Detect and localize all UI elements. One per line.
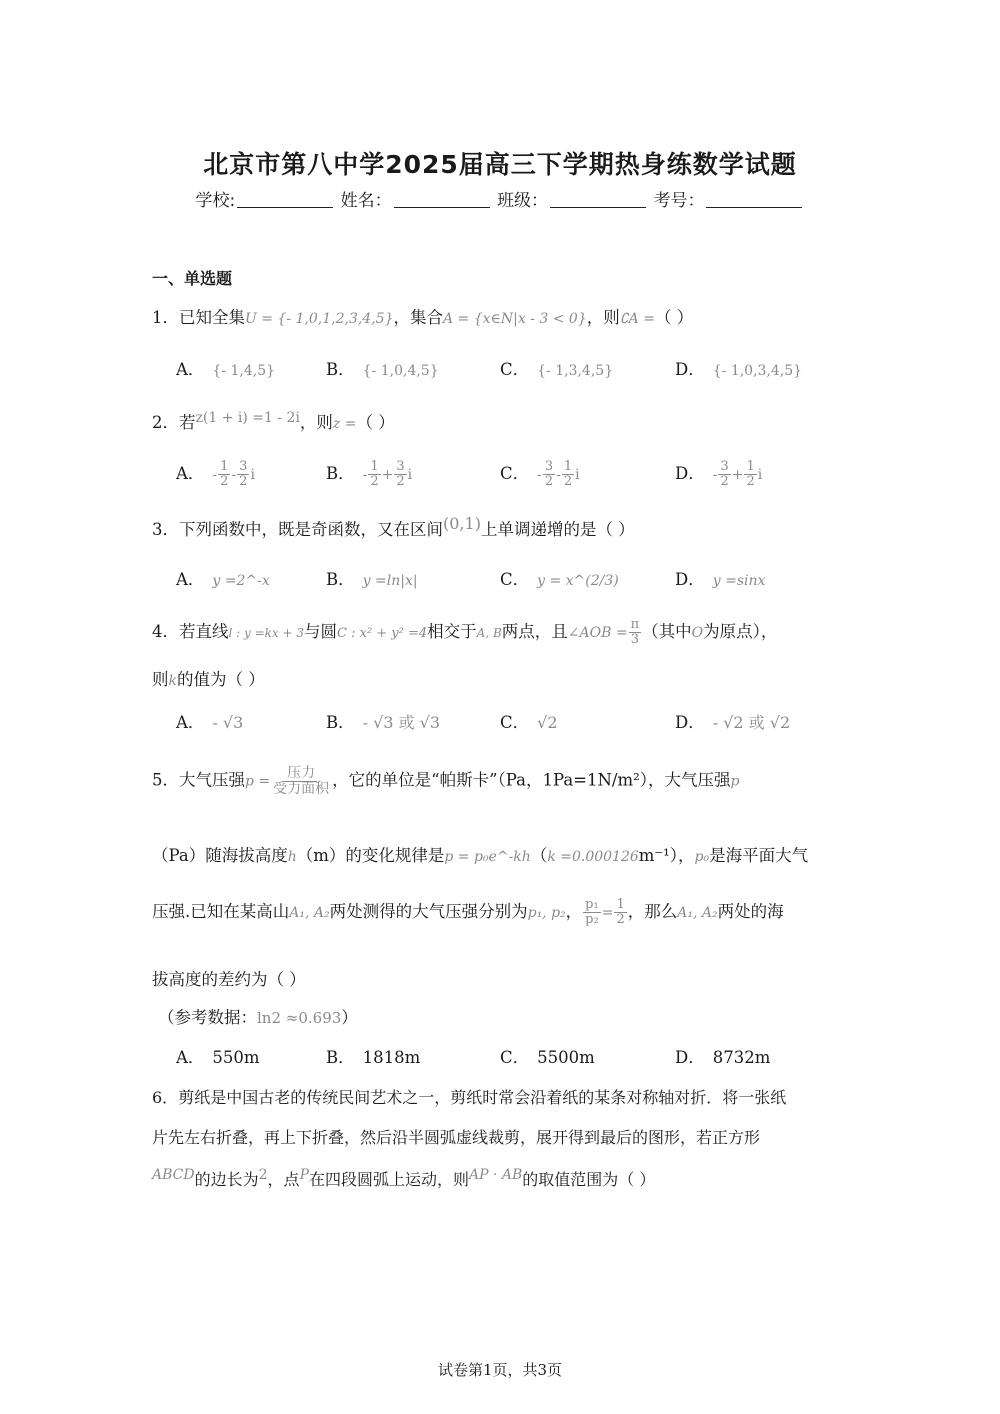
option-c[interactable] <box>500 356 613 380</box>
math-expr: z(1 + i) =1 - 2i <box>195 410 300 426</box>
math-expr: h <box>287 849 297 865</box>
question-number: 5． <box>152 770 179 790</box>
question-text: 若直线 <box>179 622 229 641</box>
option-d[interactable] <box>675 460 762 489</box>
option-label: C． <box>500 360 530 379</box>
option-label: A． <box>176 1048 205 1067</box>
frac-den: p₂ <box>585 912 599 927</box>
question-text: （Pa）随海拔高度 <box>152 846 288 865</box>
math-expr: ABCD <box>152 1167 195 1183</box>
frac-den: 2 <box>720 474 729 489</box>
question-text: ， <box>565 902 583 921</box>
option-c[interactable] <box>500 709 558 733</box>
question-5-line-2 <box>152 842 808 866</box>
math-expr: k <box>168 673 177 689</box>
math-expr: (0,1) <box>443 514 481 533</box>
section-title: 一、单选题 <box>152 269 233 288</box>
school-blank[interactable] <box>237 193 333 208</box>
option-value: {- 1,0,3,4,5} <box>712 363 803 379</box>
frac-den: 2 <box>239 474 248 489</box>
option-value: {- 1,4,5} <box>212 363 276 379</box>
option-label: D． <box>675 1048 705 1067</box>
frac-num: 3 <box>720 459 729 475</box>
option-label: B． <box>326 464 355 483</box>
name-label: 姓名： <box>340 191 392 211</box>
option-b[interactable] <box>326 709 440 733</box>
frac-den: 2 <box>544 474 554 489</box>
frac-den: 2 <box>563 474 573 489</box>
option-label: B． <box>326 1048 355 1067</box>
question-text: ，则 <box>586 308 620 327</box>
frac-num: 1 <box>563 459 573 475</box>
class-blank[interactable] <box>550 193 646 208</box>
math-expr: A₁, A₂ <box>289 905 330 921</box>
page-footer: 试卷第1页，共3页 <box>437 1361 563 1379</box>
option-label: B． <box>326 713 355 732</box>
q3-options <box>176 566 876 590</box>
frac-num: 1 <box>616 897 625 913</box>
math-expr: z = <box>332 416 357 432</box>
question-text: 两处的海 <box>717 902 784 921</box>
math-expr: ∁A = <box>619 311 655 327</box>
math-expr: AP · AB <box>469 1167 523 1183</box>
math-expr: U = {- 1,0,1,2,3,4,5} <box>245 311 394 327</box>
option-label: D． <box>675 570 705 589</box>
question-6-line-2: 片先左右折叠，再上下折叠，然后沿半圆弧虚线裁剪，展开得到最后的图形，若正方形 <box>152 1128 761 1147</box>
math-expr: p₁, p₂ <box>527 905 566 921</box>
question-5-line-4: 拔高度的差约为（ ） <box>152 970 306 989</box>
question-text: 的值为（ ） <box>176 670 265 689</box>
option-sign: - <box>712 467 718 483</box>
question-text: （其中 <box>642 622 692 641</box>
option-b[interactable] <box>326 1044 420 1068</box>
option-label: D． <box>675 360 705 379</box>
exam-no-label: 考号： <box>653 191 705 211</box>
question-text: 的取值范围为（ ） <box>522 1170 656 1189</box>
option-value: y = x^(2/3) <box>537 573 619 589</box>
question-4-line-2 <box>152 666 265 690</box>
q4-options <box>176 709 876 733</box>
option-sign: - <box>212 467 218 483</box>
question-text: （参考数据： <box>158 1008 257 1027</box>
student-info-line <box>0 186 1000 211</box>
option-value: y =sinx <box>712 573 766 589</box>
option-a[interactable] <box>176 709 243 733</box>
question-6 <box>152 1085 786 1108</box>
question-4 <box>152 618 777 647</box>
question-text: ，点 <box>267 1170 300 1189</box>
option-value: {- 1,0,4,5} <box>362 363 439 379</box>
q5-options <box>176 1044 876 1068</box>
option-value: - √3 或 √3 <box>362 713 441 732</box>
option-c[interactable] <box>500 460 580 489</box>
option-label: D． <box>675 464 705 483</box>
option-b[interactable] <box>326 356 439 380</box>
frac-den: 2 <box>370 474 379 489</box>
page-title: 北京市第八中学2025届高三下学期热身练数学试题 <box>203 150 797 179</box>
frac-num: 压力 <box>287 765 316 781</box>
option-label: C． <box>500 713 530 732</box>
question-6-line-3 <box>152 1167 655 1190</box>
option-op: + <box>381 467 394 483</box>
option-label: A． <box>176 570 205 589</box>
option-op: - <box>556 467 561 483</box>
option-label: D． <box>675 713 705 732</box>
question-text: 下列函数中，既是奇函数，又在区间 <box>179 520 443 539</box>
math-expr: ln2 ≈0.693 <box>257 1009 342 1027</box>
math-expr: 2 <box>258 1167 268 1183</box>
question-text: 剪纸是中国古老的传统民间艺术之一，剪纸时常会沿着纸的某条对称轴对折．将一张纸 <box>178 1088 787 1107</box>
option-tail: i <box>575 467 580 483</box>
math-expr: A₁, A₂ <box>677 905 718 921</box>
question-5-line-3 <box>152 898 784 927</box>
question-text: 两点，且 <box>501 622 568 641</box>
question-text: 是海平面大气 <box>709 846 809 865</box>
option-tail: i <box>757 467 763 483</box>
option-c[interactable] <box>500 1044 595 1068</box>
question-number: 6． <box>152 1088 179 1107</box>
option-value: √2 <box>537 713 558 732</box>
q1-options <box>176 356 876 380</box>
frac-num: 1 <box>220 459 229 475</box>
option-sign: - <box>362 467 368 483</box>
question-text: ，它的单位是“帕斯卡”（Pa，1Pa=1N/m²），大气压强 <box>332 770 731 790</box>
frac-den: 2 <box>746 474 755 489</box>
option-value: {- 1,3,4,5} <box>537 363 614 379</box>
question-1 <box>152 304 693 328</box>
frac-num: 1 <box>370 459 379 475</box>
frac-num: 3 <box>396 459 405 475</box>
option-tail: i <box>250 467 255 483</box>
frac-num: 3 <box>239 459 248 475</box>
option-label: A． <box>176 464 205 483</box>
option-b[interactable] <box>326 460 412 489</box>
frac-num: 3 <box>544 459 554 475</box>
option-a[interactable] <box>176 566 270 590</box>
school-label: 学校: <box>195 191 236 211</box>
math-expr: A, B <box>476 626 502 640</box>
question-text: ，则 <box>299 413 333 432</box>
option-sign: - <box>537 467 542 483</box>
option-label: A． <box>176 713 205 732</box>
option-tail: i <box>407 467 413 483</box>
question-text: （ ） <box>654 308 694 327</box>
frac-den: 2 <box>616 912 625 927</box>
option-label: B． <box>326 360 355 379</box>
math-expr: O <box>691 625 704 641</box>
option-c[interactable] <box>500 566 619 590</box>
question-text: 在四段圆弧上运动，则 <box>308 1170 469 1189</box>
math-expr: k =0.000126 <box>547 849 639 865</box>
question-text: 若 <box>179 413 196 432</box>
question-text: 为原点）， <box>703 622 778 641</box>
option-value: 8732m <box>712 1048 771 1067</box>
exam-no-blank[interactable] <box>706 193 802 208</box>
option-b[interactable] <box>326 566 418 590</box>
class-label: 班级： <box>497 191 549 211</box>
question-text: 与圆 <box>304 622 338 641</box>
option-label: B． <box>326 570 355 589</box>
question-5 <box>152 766 739 796</box>
option-label: C． <box>500 570 530 589</box>
question-text: 则 <box>152 670 169 689</box>
math-expr: ∠AOB = <box>567 625 628 641</box>
option-op: + <box>731 467 744 483</box>
question-text: ，集合 <box>393 308 443 327</box>
question-text: （ <box>530 846 548 865</box>
frac-num: 1 <box>746 459 755 475</box>
math-expr: A = {x∈N|x - 3 < 0} <box>442 311 587 327</box>
frac-den: 3 <box>630 632 639 647</box>
option-value: y =2^-x <box>212 573 270 589</box>
frac-num: π <box>630 617 640 633</box>
option-label: A． <box>176 360 205 379</box>
question-text: （ ） <box>356 413 395 432</box>
math-expr: l : y =kx + 3 <box>228 626 305 640</box>
question-2 <box>152 409 395 433</box>
frac-num: p₁ <box>585 897 599 913</box>
option-value: y =ln|x| <box>362 573 418 589</box>
option-a[interactable] <box>176 460 255 489</box>
question-text: 上单调递增的是（ ） <box>480 520 635 539</box>
question-3 <box>152 514 635 540</box>
option-value: 550m <box>212 1048 260 1067</box>
math-expr: = <box>601 905 614 921</box>
frac-den: 2 <box>220 474 229 489</box>
option-d[interactable] <box>675 1044 770 1068</box>
question-text: 已知全集 <box>179 308 245 327</box>
option-d[interactable] <box>675 356 802 380</box>
question-text: ） <box>341 1008 358 1027</box>
option-a[interactable] <box>176 356 275 380</box>
question-number: 3． <box>152 520 179 539</box>
math-expr: p = p₀e^-kh <box>444 849 531 865</box>
question-text: ，那么 <box>627 902 678 921</box>
question-number: 2． <box>152 413 179 432</box>
question-text: 相交于 <box>427 622 477 641</box>
option-a[interactable] <box>176 1044 260 1068</box>
option-label: C． <box>500 1048 530 1067</box>
option-d[interactable] <box>675 566 765 590</box>
question-number: 4． <box>152 622 179 641</box>
reference-data <box>158 1004 358 1028</box>
frac-den: 受力面积 <box>273 780 330 797</box>
question-text: 大气压强 <box>179 770 245 790</box>
option-value: 1818m <box>362 1048 421 1067</box>
option-d[interactable] <box>675 709 790 733</box>
question-text: （m）的变化规律是 <box>296 846 445 865</box>
math-expr: C : x² + y² =4 <box>337 626 428 641</box>
option-value: 5500m <box>537 1048 595 1067</box>
name-blank[interactable] <box>394 193 490 208</box>
q2-options <box>176 452 876 492</box>
math-expr: P <box>299 1167 309 1183</box>
math-expr: p <box>730 773 740 790</box>
option-value: - √2 或 √2 <box>712 713 791 732</box>
question-text: 两处测得的大气压强分别为 <box>329 902 528 921</box>
question-number: 1． <box>152 308 179 327</box>
option-op: - <box>231 467 237 483</box>
option-value: - √3 <box>212 713 244 732</box>
frac-den: 2 <box>396 474 405 489</box>
math-expr: p₀ <box>694 849 710 865</box>
question-text: m⁻¹）， <box>638 846 695 865</box>
math-expr: p = <box>245 773 271 790</box>
question-text: 压强.已知在某高山 <box>152 902 290 921</box>
question-text: 的边长为 <box>194 1170 259 1189</box>
option-label: C． <box>500 464 530 483</box>
